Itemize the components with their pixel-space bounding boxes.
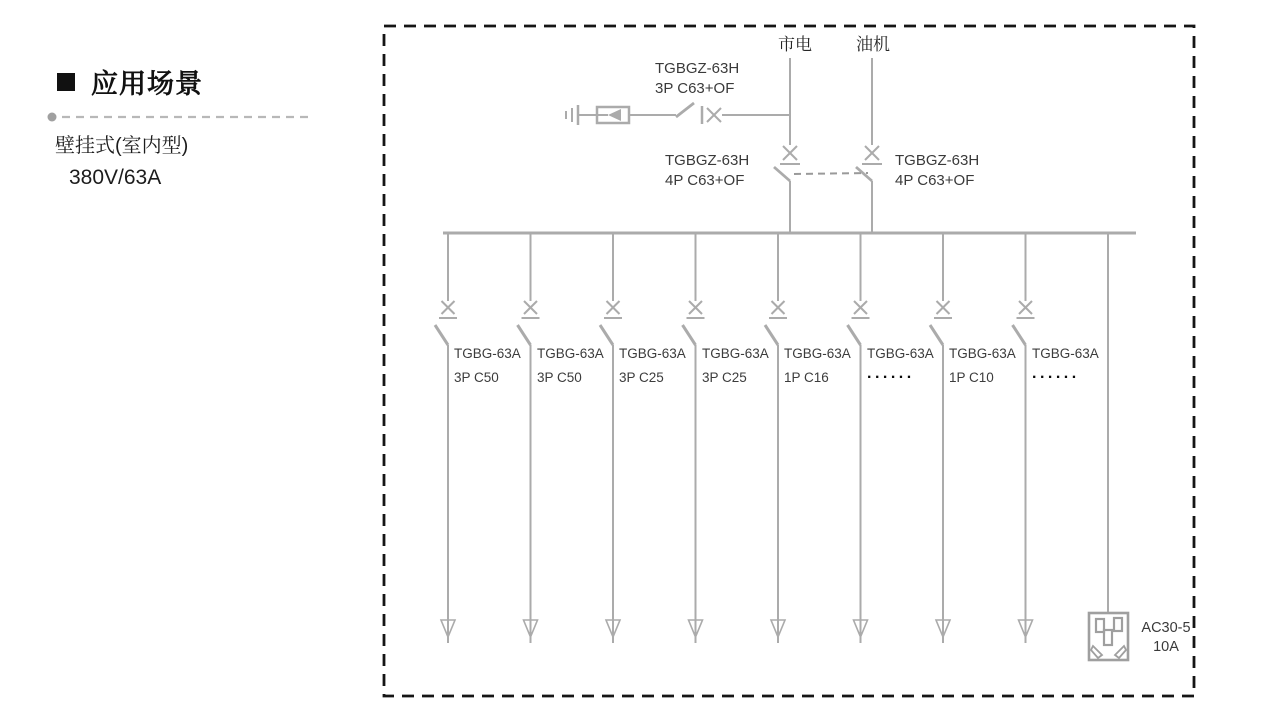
spd-branch (566, 103, 790, 125)
feeder-circuit-7 (930, 233, 952, 643)
feeder-circuit-5 (765, 233, 787, 643)
ground-icon (566, 105, 578, 125)
socket-label: AC30-5 10A (1141, 620, 1191, 656)
feeder-label-1: TGBG-63A 3P C50 (454, 346, 521, 386)
feeder-label-3: TGBG-63A 3P C25 (619, 346, 686, 386)
feeder-label-2: TGBG-63A 3P C50 (537, 346, 604, 386)
socket-feeder (1089, 233, 1128, 660)
product-type-label: 壁挂式(室内型) (55, 135, 189, 157)
spd-breaker-label: TGBGZ-63H 3P C63+OF (655, 60, 740, 97)
source-label-mains: 市电 (778, 35, 812, 54)
transfer-switch-label-left: TGBGZ-63H 4P C63+OF (665, 152, 750, 189)
feeder-circuit-1 (435, 233, 457, 643)
breaker-icon (676, 103, 721, 124)
feeder-label-5: TGBG-63A 1P C16 (784, 346, 851, 386)
rating-label: 380V/63A (69, 166, 162, 189)
page-title: 应用场景 (91, 69, 203, 99)
source-label-generator: 油机 (856, 35, 890, 54)
feeder-label-7: TGBG-63A 1P C10 (949, 346, 1016, 386)
feeder-circuit-8 (1013, 233, 1035, 643)
section-header (57, 62, 203, 101)
feeder-label-6: TGBG-63A ...... (867, 346, 934, 383)
bullet-square-icon (57, 73, 75, 91)
socket-icon (1089, 613, 1128, 660)
feeder-circuit-4 (683, 233, 705, 643)
feeder-label-4: TGBG-63A 3P C25 (702, 346, 769, 386)
feeder-label-8: TGBG-63A ...... (1032, 346, 1099, 383)
feeder-circuit-2 (518, 233, 540, 643)
feeder-circuit-6 (848, 233, 870, 643)
transfer-switch-mains-icon (774, 58, 800, 233)
spd-icon (597, 107, 629, 123)
feeder-circuit-3 (600, 233, 622, 643)
interlock-link (794, 173, 868, 174)
section-divider (48, 113, 313, 122)
transfer-switch-generator-icon (856, 58, 882, 233)
transfer-switch-label-right: TGBGZ-63H 4P C63+OF (895, 152, 980, 189)
